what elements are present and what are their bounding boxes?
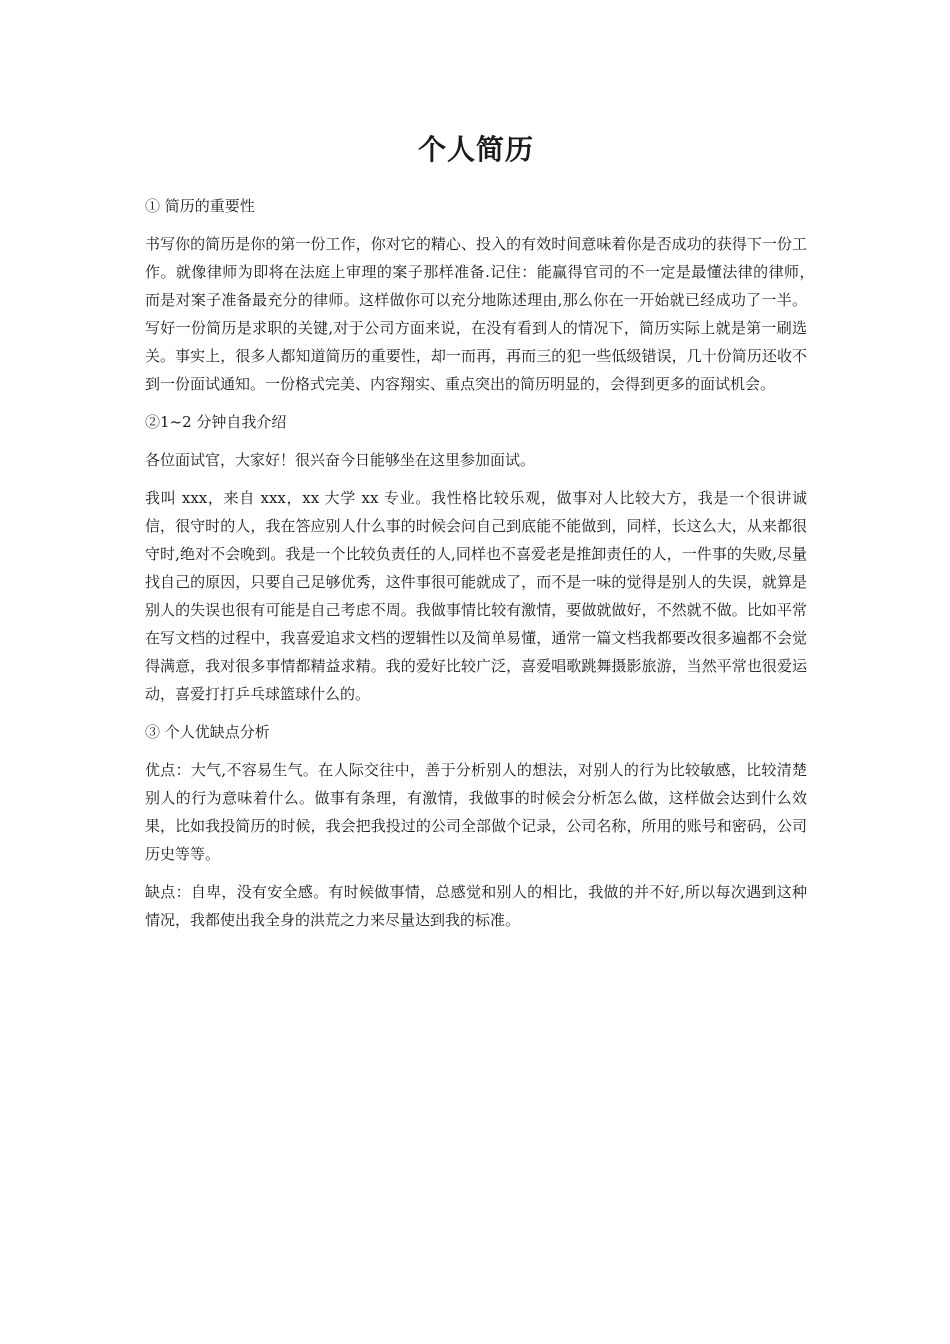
section-self-introduction xyxy=(145,408,807,708)
page-title: 个人简历 xyxy=(417,133,534,166)
section-heading: ③ 个人优缺点分析 xyxy=(145,723,270,741)
section-heading: ① 简历的重要性 xyxy=(145,197,255,215)
section-strengths-weaknesses xyxy=(145,718,807,934)
paragraph: 优点：大气,不容易生气。在人际交往中，善于分析别人的想法，对别人的行为比较敏感，比较清楚别人的行为意味着什么。做事有条理，有激情，我做事的时候会分析怎么做，这样做会达到什么效果，比如我投简历的时候，我会把我投过的公司全部做个记录，公司名称，所用的账号和密码，公司历史等等。 xyxy=(145,761,807,863)
document-body xyxy=(145,192,823,944)
paragraph: 缺点：自卑，没有安全感。有时候做事情，总感觉和别人的相比，我做的并不好,所以每次遇到这种情况，我都使出我全身的洪荒之力来尽量达到我的标准。 xyxy=(145,883,807,929)
paragraph: 我叫 xxx，来自 xxx，xx 大学 xx 专业。我性格比较乐观，做事对人比较大方，我是一个很讲诚信，很守时的人，我在答应别人什么事的时候会问自己到底能不能做到，同样，长这么大，从来都很守时,绝对不会晚到。我是一个比较负责任的人,同样也不喜爱老是推卸责任的人，一件事的失败,尽量找自己的原因，只要自己足够优秀，这件事很可能就成了，而不是一味的觉得是别人的失误，就算是别人的失误也很有可能是自己考虑不周。我做事情比较有激情，要做就做好，不然就不做。比如平常在写文档的过程中，我喜爱追求文档的逻辑性以及简单易懂，通常一篇文档我都要改很多遍都不会觉得满意，我对很多事情都精益求精。我的爱好比较广泛，喜爱唱歌跳舞摄影旅游，当然平常也很爱运动，喜爱打打乒乓球篮球什么的。 xyxy=(145,489,807,703)
section-importance xyxy=(145,192,823,398)
paragraph: 书写你的简历是你的第一份工作，你对它的精心、投入的有效时间意味着你是否成功的获得下一份工作。就像律师为即将在法庭上审理的案子那样准备.记住：能赢得官司的不一定是最懂法律的律师， 而是对案子准备最充分的律师。这样做你可以充分地陈述理由,那么你在一开始就已经成功了一半。写好一份简历是求职的关键,对于公司方面来说，在没有看到人的情况下，简历实际上就是第一刷选关。事实上，很多人都知道简历的重要性，却一而再，再而三的犯一些低级错误，几十份简历还收不到一份面试通知。一份格式完美、内容翔实、重点突出的简历明显的，会得到更多的面试机会。 xyxy=(145,235,823,393)
section-heading: ②1~2 分钟自我介绍 xyxy=(145,413,287,431)
paragraph: 各位面试官，大家好！很兴奋今日能够坐在这里参加面试。 xyxy=(145,451,536,469)
